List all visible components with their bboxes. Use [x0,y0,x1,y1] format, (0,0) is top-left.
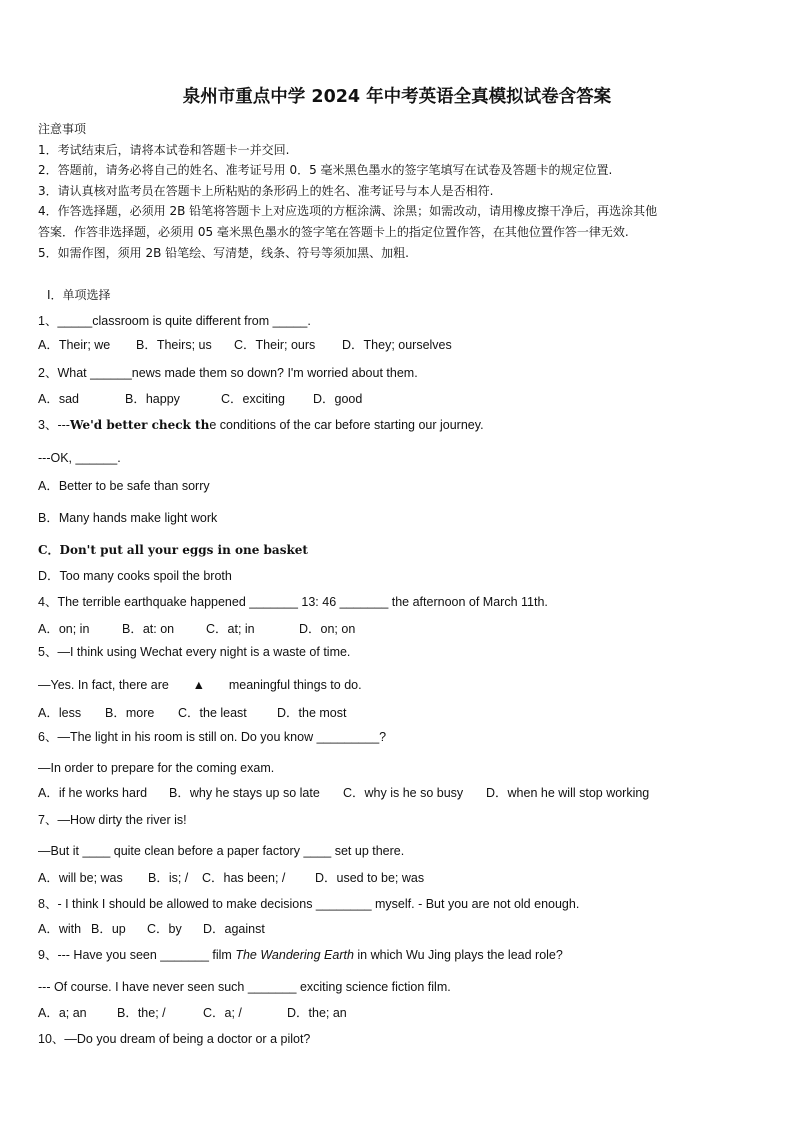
q1-option-c[interactable]: C．Their; ours [234,338,316,352]
notice-heading: 注意事项 [38,122,87,136]
q6-option-d[interactable]: D．when he will stop working [486,786,650,800]
question-1-options [38,337,452,353]
q8-option-c[interactable]: C．by [147,922,182,936]
q3-prefix: 3、--- [38,418,70,432]
question-3-reply: ---OK, ______. [38,451,121,465]
q5-reply-start: —Yes. In fact, there are [38,678,169,692]
q4-option-c[interactable]: C．at; in [206,622,255,636]
section-heading: Ⅰ．单项选择 [47,288,111,302]
q2-option-c[interactable]: C．exciting [221,392,285,406]
question-5-options [38,705,346,721]
q9-stem-start: 9、--- Have you seen _______ film [38,948,236,962]
q7-option-c[interactable]: C．has been; / [202,871,286,885]
question-4-options [38,621,355,637]
q2-option-d[interactable]: D．good [313,392,363,406]
q5-option-c[interactable]: C．the least [178,706,247,720]
q7-option-d[interactable]: D．used to be; was [315,871,425,885]
notice-item-3: 3．请认真核对监考员在答题卡上所粘贴的条形码上的姓名、准考证号与本人是否相符. [38,184,494,198]
q3-option-c[interactable]: C．Don't put all your eggs in one basket [38,543,308,557]
q9-option-b[interactable]: B．the; / [117,1006,166,1020]
q5-option-b[interactable]: B．more [105,706,155,720]
q8-option-a[interactable]: A．with [38,922,82,936]
question-9-stem [38,947,563,963]
q1-option-d[interactable]: D．They; ourselves [342,338,452,352]
q3-bold-text: We'd better check th [69,418,210,432]
q4-option-a[interactable]: A．on; in [38,622,90,636]
q2-option-a[interactable]: A．sad [38,392,79,406]
q4-option-b[interactable]: B．at: on [122,622,175,636]
question-9-reply: --- Of course. I have never seen such _______ exciting science fiction film. [38,980,451,994]
q9-option-a[interactable]: A．a; an [38,1006,87,1020]
q3-rest-text: e conditions of the car before starting our journey. [209,418,484,432]
notice-item-4-cont: 答案．作答非选择题，必须用 05 毫米黑色墨水的签字笔在答题卡上的指定位置作答，在其他位置作答一律无效. [38,225,629,239]
notice-item-2: 2．答题前，请务必将自己的姓名、准考证号用 0．5 毫米黑色墨水的签字笔填写在试卷及答题卡的规定位置. [38,163,613,177]
q9-option-d[interactable]: D．the; an [287,1006,347,1020]
question-7-reply: —But it ____ quite clean before a paper factory ____ set up there. [38,844,405,858]
q1-option-a[interactable]: A．Their; we [38,338,111,352]
question-2-stem: 2、What ______news made them so down? I'm worried about them. [38,366,418,380]
q7-option-b[interactable]: B．is; / [148,871,189,885]
question-5-stem: 5、—I think using Wechat every night is a waste of time. [38,645,351,659]
q3-option-d[interactable]: D．Too many cooks spoil the broth [38,569,232,583]
q6-option-a[interactable]: A．if he works hard [38,786,148,800]
q5-option-a[interactable]: A．less [38,706,82,720]
q8-option-d[interactable]: D．against [203,922,265,936]
q6-option-c[interactable]: C．why is he so busy [343,786,464,800]
question-3-stem [38,417,484,433]
q9-stem-end: in which Wu Jing plays the lead role? [353,948,563,962]
page-title: 泉州市重点中学 2024 年中考英语全真模拟试卷含答案 [182,87,612,107]
question-6-stem: 6、—The light in his room is still on. Do you know _________? [38,730,387,744]
question-8-stem: 8、- I think I should be allowed to make decisions ________ myself. - But you are not old enough. [38,897,580,911]
q9-option-c[interactable]: C．a; / [203,1006,242,1020]
question-6-reply: —In order to prepare for the coming exam. [38,761,275,775]
q3-option-a[interactable]: A．Better to be safe than sorry [38,479,210,493]
q1-option-b[interactable]: B．Theirs; us [136,338,212,352]
question-4-stem: 4、The terrible earthquake happened _______ 13: 46 _______ the afternoon of March 11th. [38,595,548,609]
question-6-options [38,785,649,801]
notice-item-1: 1．考试结束后，请将本试卷和答题卡一并交回. [38,143,290,157]
q8-option-b[interactable]: B．up [91,922,126,936]
q2-option-b[interactable]: B．happy [125,392,180,406]
question-1-stem: 1、_____classroom is quite different from _____. [38,314,311,328]
notice-item-5: 5．如需作图，须用 2B 铅笔绘、写清楚，线条、符号等须加黑、加粗. [38,246,409,260]
q5-option-d[interactable]: D．the most [277,706,347,720]
triangle-blank-icon: ▲ [192,678,206,692]
question-5-reply [38,677,362,693]
q6-option-b[interactable]: B．why he stays up so late [169,786,320,800]
q4-option-d[interactable]: D．on; on [299,622,356,636]
question-10-stem: 10、—Do you dream of being a doctor or a pilot? [38,1032,311,1046]
q5-reply-end: meaningful things to do. [228,678,362,692]
q9-film-title: The Wandering Earth [235,948,354,962]
q7-option-a[interactable]: A．will be; was [38,871,123,885]
question-8-options [38,921,265,937]
question-7-options [38,870,424,886]
question-7-stem: 7、—How dirty the river is! [38,813,187,827]
notice-item-4: 4．作答选择题，必须用 2B 铅笔将答题卡上对应选项的方框涂满、涂黑；如需改动，请用橡皮擦干净后，再选涂其他 [38,204,658,218]
question-2-options [38,391,362,407]
question-9-options [38,1005,347,1021]
q3-option-b[interactable]: B．Many hands make light work [38,511,218,525]
